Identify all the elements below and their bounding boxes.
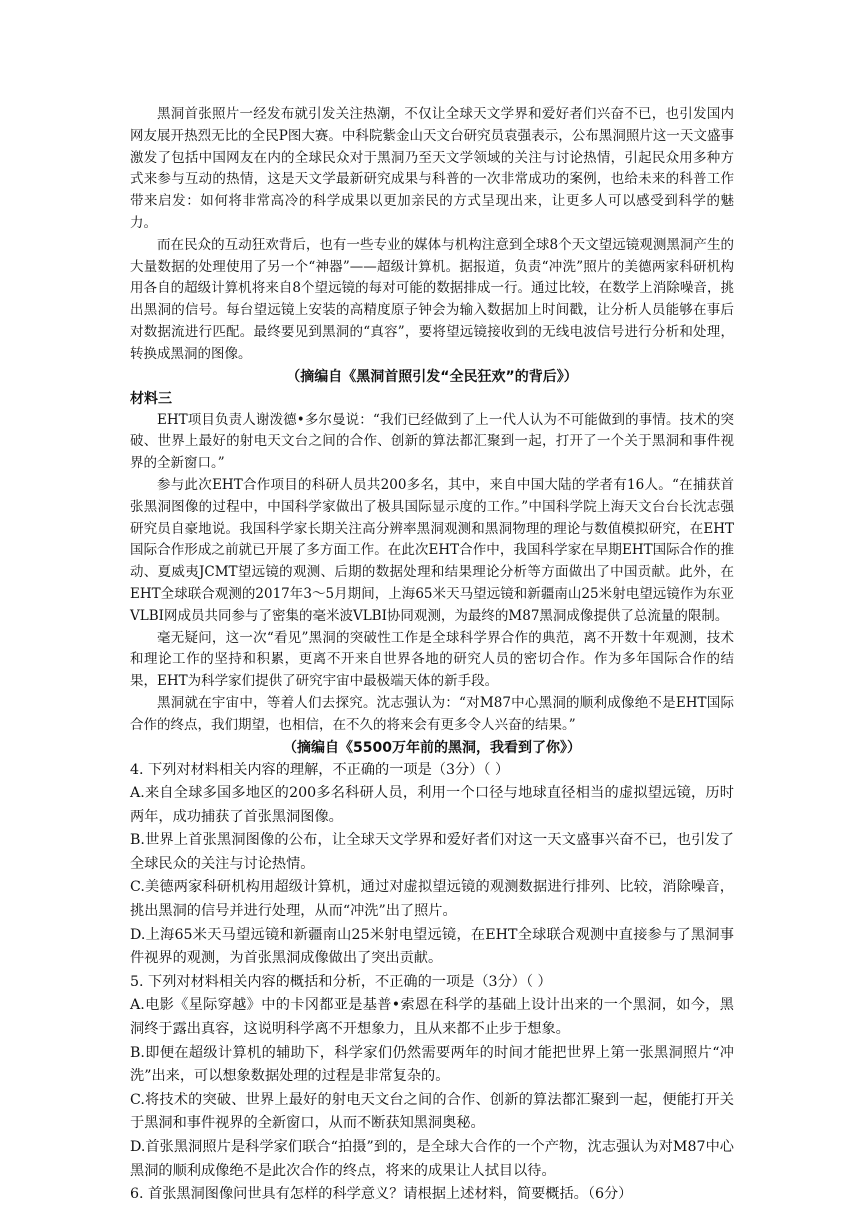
- question-4-stem: 4. 下列对材料相关内容的理解，不正确的一项是（3分）（ ）: [130, 761, 510, 778]
- question-5-option-b: B.即便在超级计算机的辅助下，科学家们仍然需要两年的时间才能把世界上第一张黑洞照片“冲洗”出来，可以想象数据处理的过程是非常复杂的。: [130, 1044, 734, 1085]
- material-2-paragraph-2: 而在民众的互动狂欢背后，也有一些专业的媒体与机构注意到全球8个天文望远镜观测黑洞产生的大量数据的处理使用了另一个“神器”——超级计算机。据报道，负责“冲洗”照片的美德两家科研机构用各自的超级计算机将来自8个望远镜的每对可能的数据排成一行。通过比较，在数学上消除噪音，挑出黑洞的信号。每台望远镜上安装的高精度原子钟会为输入数据加上时间戳，让分析人员能够在事后对数据流进行匹配。最终要见到黑洞的“真容”，要将望远镜接收到的无线电波信号进行分析和处理，转换成黑洞的图像。: [130, 236, 734, 362]
- material-3-paragraph-4: 黑洞就在宇宙中，等着人们去探究。沈志强认为：“对M87中心黑洞的顺利成像绝不是EHT国际合作的终点，我们期望，也相信，在不久的将来会有更多令人兴奋的结果。”: [130, 694, 734, 733]
- question-6-stem: 6. 首张黑洞图像问世具有怎样的科学意义？请根据上述材料，简要概括。（6分）: [130, 1186, 633, 1203]
- question-4-option-d: D.上海65米天马望远镜和新疆南山25米射电望远镜，在EHT全球联合观测中直接参与了黑洞事件视界的观测，为首张黑洞成像做出了突出贡献。: [130, 926, 734, 967]
- material-3-paragraph-1: EHT项目负责人谢泼德•多尔曼说：“我们已经做到了上一代人认为不可能做到的事情。技术的突破、世界上最好的射电天文台之间的合作、创新的算法都汇聚到一起，打开了一个关于黑洞和事件视界的全新窗口。”: [130, 411, 734, 472]
- question-4-option-a: A.来自全球多国多地区的200多名科研人员，利用一个口径与地球直径相当的虚拟望远镜，历时两年，成功捕获了首张黑洞图像。: [130, 785, 734, 825]
- material-3-heading: 材料三: [130, 390, 172, 407]
- question-5-option-d: D.首张黑洞照片是科学家们联合“拍摄”到的，是全球大合作的一个产物，沈志强认为对M87中心黑洞的顺利成像绝不是此次合作的终点，将来的成果让人拭目以待。: [130, 1139, 734, 1179]
- document-page: [130, 104, 734, 1207]
- question-4-option-c: C.美德两家科研机构用超级计算机，通过对虚拟望远镜的观测数据进行排列、比较，消除噪音，挑出黑洞的信号并进行处理，从而“冲洗”出了照片。: [130, 879, 734, 920]
- question-5-stem: 5. 下列对材料相关内容的概括和分析，不正确的一项是（3分）（ ）: [130, 973, 552, 990]
- question-5-option-c: C.将技术的突破、世界上最好的射电天文台之间的合作、创新的算法都汇聚到一起，便能打开关于黑洞和事件视界的全新窗口，从而不断获知黑洞奥秘。: [130, 1091, 734, 1132]
- question-4: [130, 759, 734, 971]
- material-3-citation: （摘编自《5500万年前的黑洞，我看到了你》）: [283, 739, 581, 756]
- question-5-option-a: A.电影《星际穿越》中的卡冈都亚是基普•索恩在科学的基础上设计出来的一个黑洞，如今，黑洞终于露出真容，这说明科学离不开想象力，且从来都不止步于想象。: [130, 997, 734, 1038]
- material-3-section: [130, 388, 734, 759]
- material-2-paragraph-1: 黑洞首张照片一经发布就引发关注热潮，不仅让全球天文学界和爱好者们兴奋不已，也引发国内网友展开热烈无比的全民P图大赛。中科院紫金山天文台研究员袁强表示，公布黑洞照片这一天文盛事激发了包括中国网友在内的全球民众对于黑洞乃至天文学领域的关注与讨论热情，引起民众用多种方式来参与互动的热情，这是天文学最新研究成果与科普的一次非常成功的案例，也给未来的科普工作带来启发：如何将非常高冷的科学成果以更加亲民的方式呈现出来，让更多人可以感受到科学的魅力。: [130, 106, 734, 231]
- question-6: [130, 1183, 734, 1207]
- material-3-paragraph-3: 毫无疑问，这一次“看见”黑洞的突破性工作是全球科学界合作的典范，离不开数十年观测，技术和理论工作的坚持和积累，更离不开来自世界各地的研究人员的密切合作。作为多年国际合作的结果，EHT为科学家们提供了研究宇宙中最极端天体的新手段。: [130, 629, 734, 690]
- question-5: [130, 971, 734, 1183]
- material-2-section: [130, 104, 734, 388]
- material-3-paragraph-2: 参与此次EHT合作项目的科研人员共200多名，其中，来自中国大陆的学者有16人。“在捕获首张黑洞图像的过程中，中国科学家做出了极具国际显示度的工作。”中国科学院上海天文台台长沈志强研究员自豪地说。我国科学家长期关注高分辨率黑洞观测和黑洞物理的理论与数值模拟研究，在EHT国际合作形成之前就已开展了多方面工作。在此次EHT合作中，我国科学家在早期EHT国际合作的推动、夏威夷JCMT望远镜的观测、后期的数据处理和结果理论分析等方面做出了中国贡献。此外，在EHT全球联合观测的2017年3～5月期间，上海65米天马望远镜和新疆南山25米射电望远镜作为东亚VLBI网成员共同参与了密集的毫米波VLBI协同观测，为最终的M87黑洞成像提供了总流量的限制。: [130, 476, 734, 624]
- question-4-option-b: B.世界上首张黑洞图像的公布，让全球天文学界和爱好者们对这一天文盛事兴奋不已，也引发了全球民众的关注与讨论热情。: [130, 832, 734, 872]
- material-2-citation: （摘编自《黑洞首照引发“全民狂欢”的背后》）: [286, 368, 578, 385]
